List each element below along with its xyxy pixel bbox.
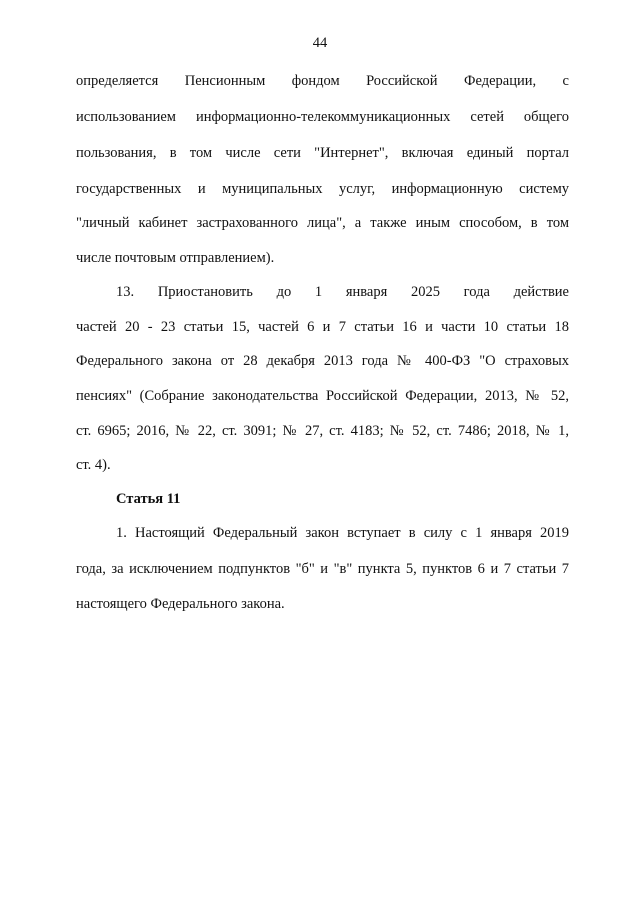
text-line: частей 20 - 23 статьи 15, частей 6 и 7 статьи 16 и части 10 статьи 18 xyxy=(76,319,569,335)
article-heading: Статья 11 xyxy=(116,491,181,507)
text-line: использованием информационно-телекоммуникационных сетей общего xyxy=(76,109,569,125)
text-line: настоящего Федерального закона. xyxy=(76,596,285,612)
text-line: пенсиях" (Собрание законодательства Российской Федерации, 2013, № 52, xyxy=(76,388,569,404)
text-line: государственных и муниципальных услуг, информационную систему xyxy=(76,181,569,197)
text-line: Федерального закона от 28 декабря 2013 года № 400-ФЗ "О страховых xyxy=(76,353,569,369)
text-line: числе почтовым отправлением). xyxy=(76,250,275,266)
text-line: ст. 4). xyxy=(76,457,111,473)
page-number: 44 xyxy=(312,35,328,51)
text-line: года, за исключением подпунктов "б" и "в" пункта 5, пунктов 6 и 7 статьи 7 xyxy=(76,561,569,577)
text-line: 13. Приостановить до 1 января 2025 года действие xyxy=(116,284,569,300)
text-line: 1. Настоящий Федеральный закон вступает в силу с 1 января 2019 xyxy=(116,525,569,541)
text-line: пользования, в том числе сети "Интернет", включая единый портал xyxy=(76,145,569,161)
text-line: ст. 6965; 2016, № 22, ст. 3091; № 27, ст. 4183; № 52, ст. 7486; 2018, № 1, xyxy=(76,423,569,439)
text-line: определяется Пенсионным фондом Российской Федерации, с xyxy=(76,73,569,89)
text-line: "личный кабинет застрахованного лица", а также иным способом, в том xyxy=(76,215,569,231)
